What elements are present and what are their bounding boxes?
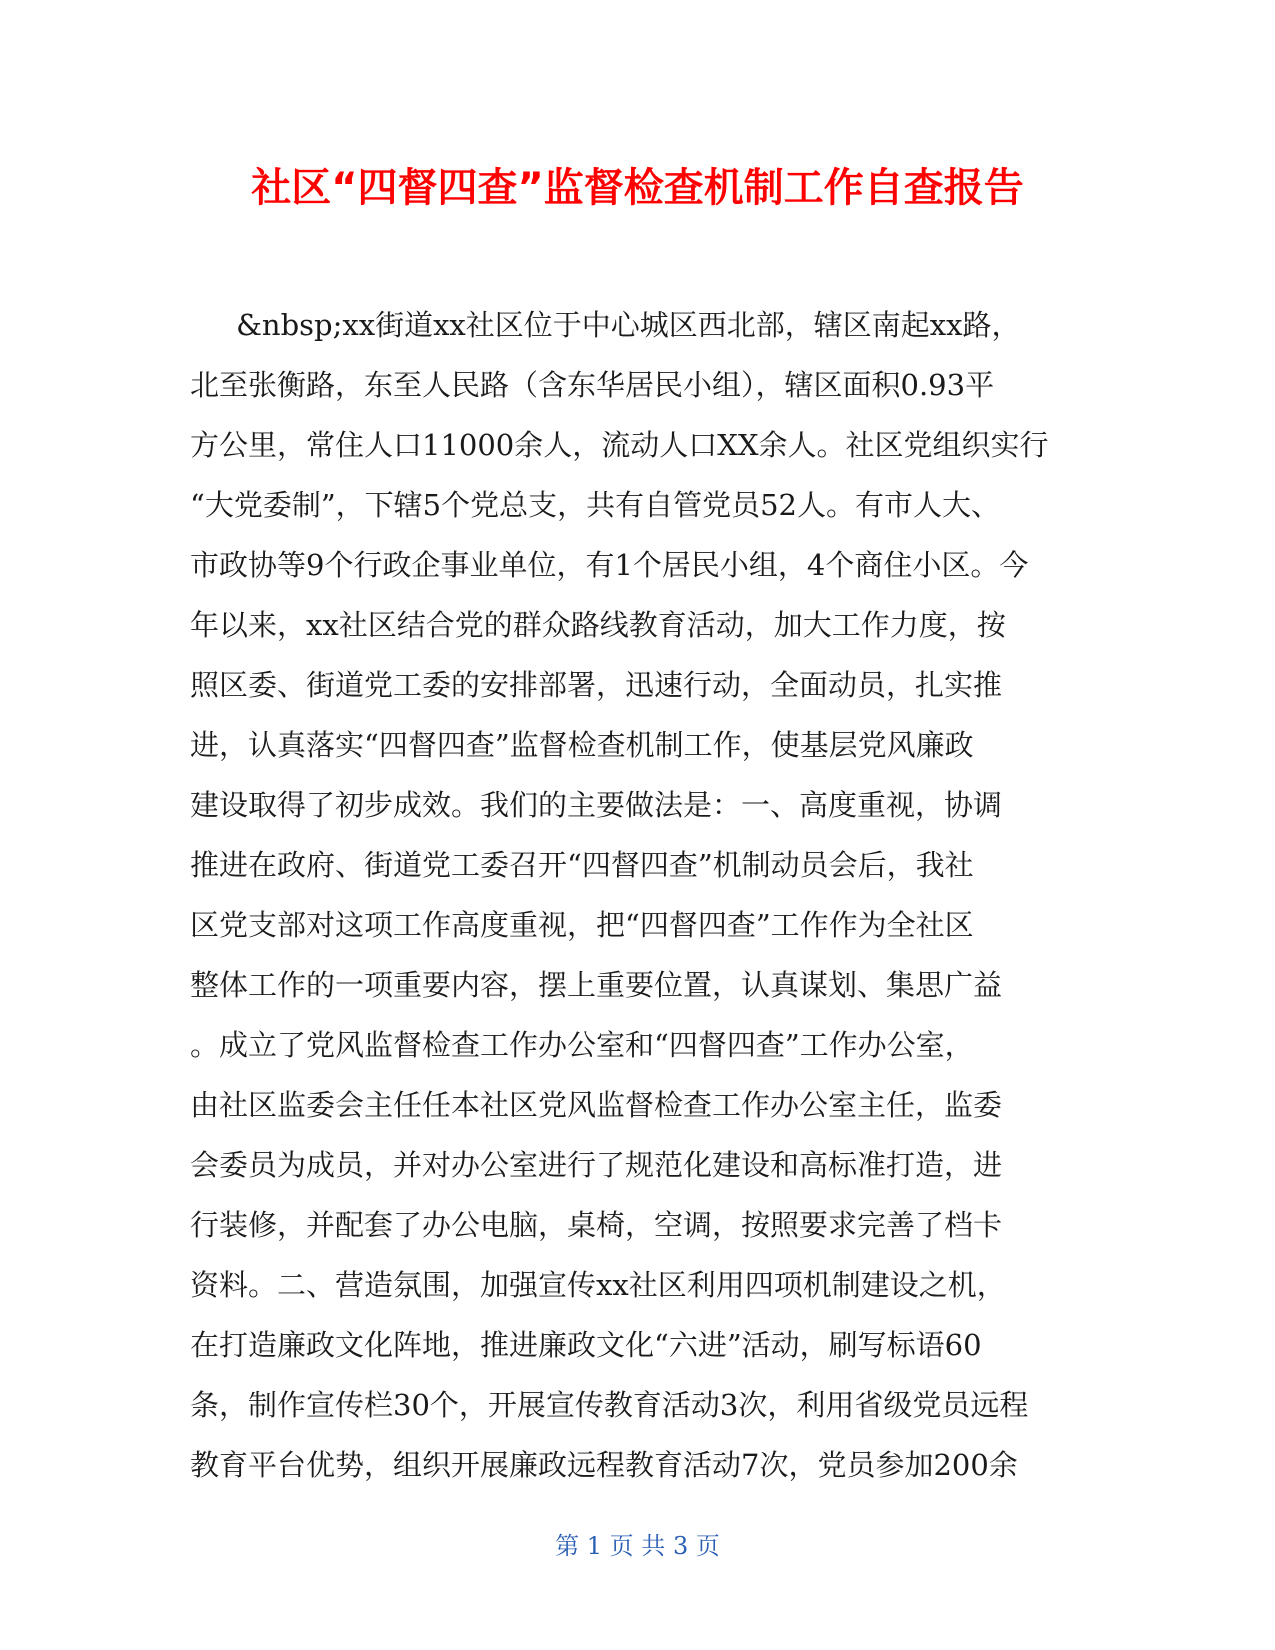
body-line: 会委员为成员，并对办公室进行了规范化建设和高标准打造，进 (190, 1148, 1003, 1182)
body-line: 区党支部对这项工作高度重视，把“四督四查”工作作为全社区 (190, 908, 974, 942)
body-line: 在打造廉政文化阵地，推进廉政文化“六进”活动，刷写标语60 (190, 1328, 982, 1362)
body-line: 建设取得了初步成效。我们的主要做法是：一、高度重视，协调 (190, 788, 1003, 822)
body-line: 照区委、街道党工委的安排部署，迅速行动，全面动员，扎实推 (190, 668, 1003, 702)
page-footer: 第 1 页 共 3 页 (555, 1532, 720, 1560)
body-line: 推进在政府、街道党工委召开“四督四查”机制动员会后，我社 (190, 848, 974, 882)
document-title: 社区“四督四查”监督检查机制工作自查报告 (251, 165, 1024, 211)
body-line: 教育平台优势，组织开展廉政远程教育活动7次，党员参加200余 (190, 1448, 1018, 1482)
body-line: “大党委制”，下辖5个党总支，共有自管党员52人。有市人大、 (190, 488, 1001, 522)
body-line: 由社区监委会主任任本社区党风监督检查工作办公室主任，监委 (190, 1088, 1003, 1122)
body-line: 条，制作宣传栏30个，开展宣传教育活动3次，利用省级党员远程 (190, 1388, 1029, 1422)
body-line: 北至张衡路，东至人民路（含东华居民小组），辖区面积0.93平 (190, 368, 995, 402)
body-line: 进，认真落实“四督四查”监督检查机制工作，使基层党风廉政 (190, 728, 974, 762)
body-line: &nbsp;xx街道xx社区位于中心城区西北部，辖区南起xx路， (190, 308, 1021, 342)
document-body (190, 295, 1095, 1495)
body-line: 市政协等9个行政企事业单位，有1个居民小组，4个商住小区。今 (190, 548, 1029, 582)
body-line: 整体工作的一项重要内容，摆上重要位置，认真谋划、集思广益 (190, 968, 1003, 1002)
body-line: 。成立了党风监督检查工作办公室和“四督四查”工作办公室， (190, 1028, 974, 1062)
body-line: 年以来，xx社区结合党的群众路线教育活动，加大工作力度，按 (190, 608, 1006, 642)
body-line: 方公里，常住人口11000余人，流动人口XX余人。社区党组织实行 (190, 428, 1049, 462)
body-line: 行装修，并配套了办公电脑，桌椅，空调，按照要求完善了档卡 (190, 1208, 1003, 1242)
body-line: 资料。二、营造氛围，加强宣传xx社区利用四项机制建设之机， (190, 1268, 1006, 1302)
